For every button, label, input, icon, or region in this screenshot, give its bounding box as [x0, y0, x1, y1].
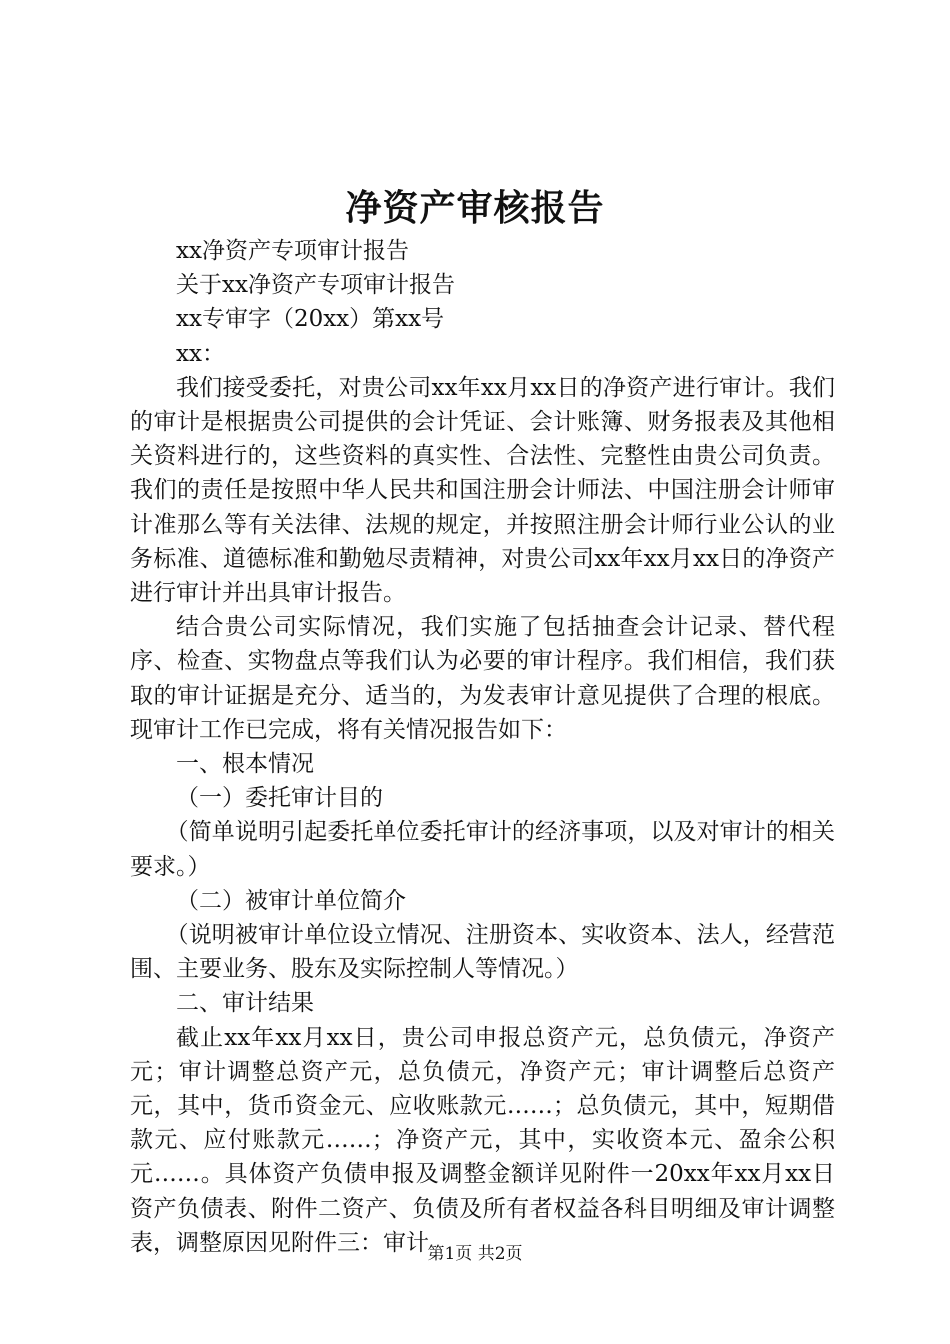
subsection-heading-purpose: （一）委托审计目的 [176, 785, 383, 812]
document-title: 净资产审核报告 [345, 187, 605, 229]
section-heading-basic: 一、根本情况 [176, 751, 314, 778]
report-subject: 关于xx净资产专项审计报告 [176, 272, 455, 299]
section-heading-results: 二、审计结果 [176, 990, 314, 1017]
paragraph-results: 截止xx年xx月xx日，贵公司申报总资产元，总负债元，净资产元；审计调整总资产元，总负债元，净资产元；审计调整后总资产元，其中，货币资金元、应收账款元……；总负债元，其中，短期借款元、应付账款元……；净资产元，其中，实收资本元、盈余公积元……。具体资产负债申报及调整金额详见附件一20xx年xx月xx日资产负债表、附件二资产、负债及所有者权益各科目明细及审计调整表，调整原因见附件三：审计 [130, 1024, 835, 1256]
report-name: xx净资产专项审计报告 [176, 238, 409, 264]
paragraph-procedures: 结合贵公司实际情况，我们实施了包括抽查会计记录、替代程序、检查、实物盘点等我们认为必要的审计程序。我们相信，我们获取的审计证据是充分、适当的，为发表审计意见提供了合理的根底。现审计工作已完成，将有关情况报告如下： [130, 614, 835, 743]
document-body [130, 234, 835, 1260]
subsection-heading-entity: （二）被审计单位简介 [176, 887, 406, 914]
paragraph-engagement: 我们接受委托，对贵公司xx年xx月xx日的净资产进行审计。我们的审计是根据贵公司提供的会计凭证、会计账簿、财务报表及其他相关资料进行的，这些资料的真实性、合法性、完整性由贵公司负责。我们的责任是按照中华人民共和国注册会计师法、中国注册会计师审计准那么等有关法律、法规的规定，并按照注册会计师行业公认的业务标准、道德标准和勤勉尽责精神，对贵公司xx年xx月xx日的净资产进行审计并出具审计报告。 [130, 374, 835, 607]
report-number: xx专审字（20xx）第xx号 [176, 306, 445, 333]
paragraph-entity-note: （说明被审计单位设立情况、注册资本、实收资本、法人，经营范围、主要业务、股东及实际控制人等情况。） [130, 922, 835, 983]
paragraph-purpose-note: （简单说明引起委托单位委托审计的经济事项，以及对审计的相关要求。） [130, 819, 835, 880]
page-footer: 第1页 共2页 [427, 1244, 523, 1264]
addressee: xx： [176, 340, 225, 367]
